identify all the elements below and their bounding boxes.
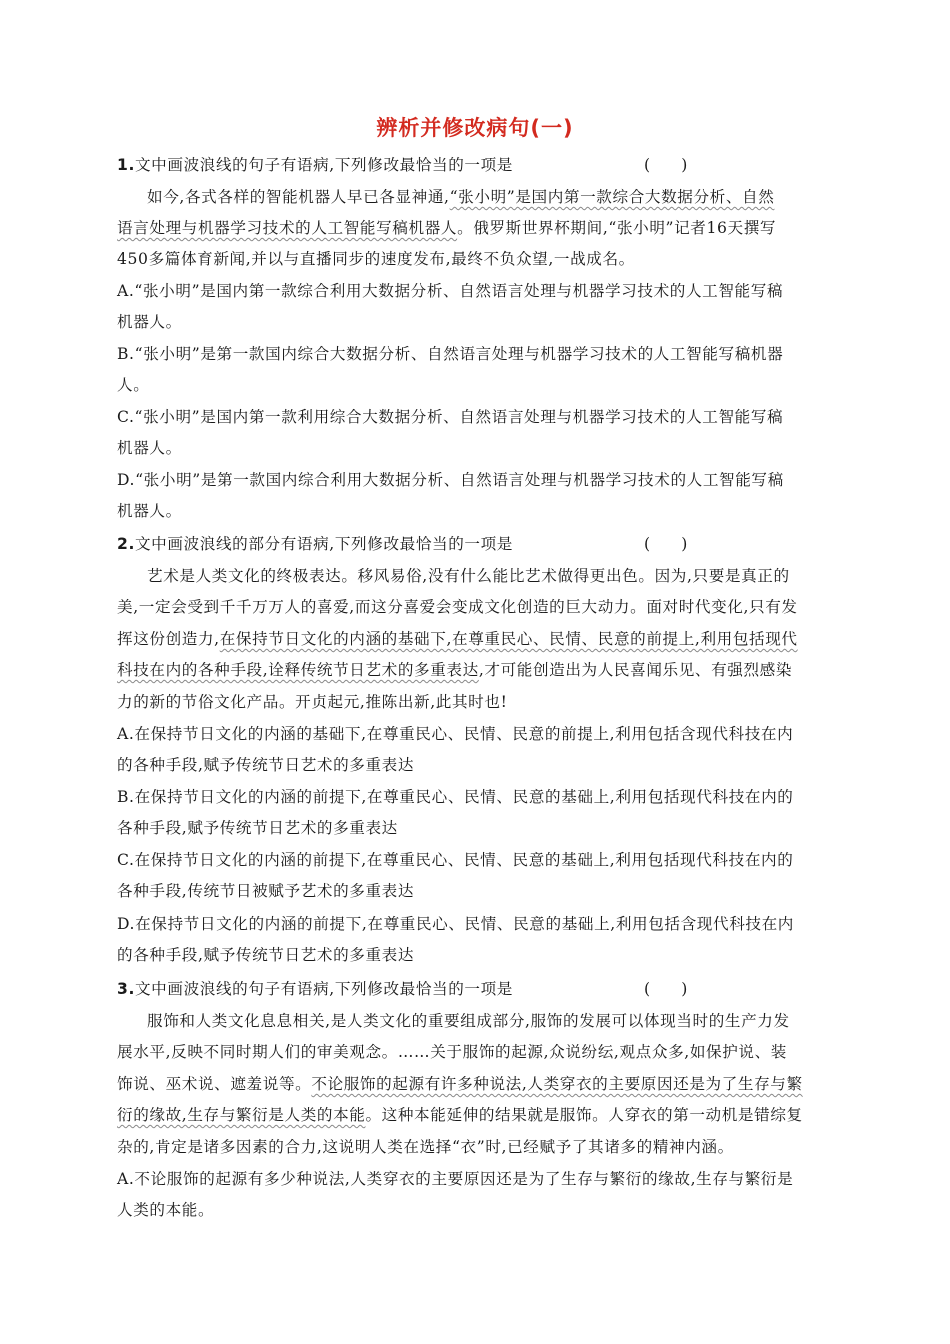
option-c-cont: 机器人。 [117,439,182,457]
answer-paren: ( ) [644,156,688,174]
passage-line: 美,一定会受到千千万万人的喜爱,而这分喜爱会变成文化创造的巨大动力。面对时代变化,只有发 [117,598,798,616]
passage-text: 如今,各式各样的智能机器人早已各显神通, [147,188,450,206]
passage-line [117,629,798,649]
passage-line: 服饰和人类文化息息相关,是人类文化的重要组成部分,服饰的发展可以体现当时的生产力发 [147,1012,790,1030]
option-a: A.在保持节日文化的内涵的基础下,在尊重民心、民情、民意的前提上,利用包括含现代科技在内 [117,725,794,743]
wavy-underlined-sentence: 不论服饰的起源有许多种说法,人类穿衣的主要原因还是为了生存与繁 [311,1075,803,1093]
question-3-prompt [117,979,513,999]
answer-paren: ( ) [644,980,688,998]
page-title: 辨析并修改病句(一) [376,116,574,140]
passage-line: 杂的,肯定是诸多因素的合力,这说明人类在选择“衣”时,已经赋予了其诸多的精神内涵。 [117,1138,734,1156]
question-text: 文中画波浪线的句子有语病,下列修改最恰当的一项是 [134,980,513,998]
option-b: B.在保持节日文化的内涵的前提下,在尊重民心、民情、民意的基础上,利用包括现代科技在内的 [117,788,794,806]
option-a: A.不论服饰的起源有多少种说法,人类穿衣的主要原因还是为了生存与繁衍的缘故,生存与繁衍是 [117,1170,794,1188]
question-text: 文中画波浪线的句子有语病,下列修改最恰当的一项是 [134,156,513,174]
passage-text: 挥这份创造力, [117,630,220,648]
option-a: A.“张小明”是国内第一款综合利用大数据分析、自然语言处理与机器学习技术的人工智能写稿 [117,282,784,300]
option-b: B.“张小明”是第一款国内综合大数据分析、自然语言处理与机器学习技术的人工智能写稿机器 [117,345,784,363]
passage-line: 艺术是人类文化的终极表达。移风易俗,没有什么能比艺术做得更出色。因为,只要是真正的 [147,567,790,585]
option-d: D.“张小明”是第一款国内综合利用大数据分析、自然语言处理与机器学习技术的人工智能写稿 [117,471,784,489]
option-a-cont: 的各种手段,赋予传统节日艺术的多重表达 [117,756,415,774]
passage-text: 饰说、巫术说、遮羞说等。 [117,1075,312,1093]
wavy-underlined-sentence: 语言处理与机器学习技术的人工智能写稿机器人 [117,219,458,237]
wavy-underlined-sentence: “张小明”是国内第一款综合大数据分析、自然 [449,188,775,206]
passage-text: 。这种本能延伸的结果就是服饰。人穿衣的第一动机是错综复 [365,1106,803,1124]
passage-line: 力的新的节俗文化产品。开贞起元,推陈出新,此其时也! [117,693,508,711]
option-b-cont: 各种手段,赋予传统节日艺术的多重表达 [117,819,398,837]
passage-line [117,660,792,680]
option-d: D.在保持节日文化的内涵的前提下,在尊重民心、民情、民意的基础上,利用包括含现代科技在内 [117,915,794,933]
option-b-cont: 人。 [117,376,150,394]
wavy-underlined-sentence: 衍的缘故,生存与繁衍是人类的本能 [117,1106,366,1124]
passage-line [117,1105,803,1125]
option-c: C.“张小明”是国内第一款利用综合大数据分析、自然语言处理与机器学习技术的人工智能写稿 [117,408,784,426]
option-d-cont: 机器人。 [117,502,182,520]
question-number: 2. [117,535,135,553]
passage-line: 展水平,反映不同时期人们的审美观念。……关于服饰的起源,众说纷纭,观点众多,如保护说、装 [117,1043,787,1061]
question-1-prompt [117,155,513,175]
wavy-underlined-sentence: 科技在内的各种手段,诠释传统节日艺术的多重表达 [117,661,479,679]
question-text: 文中画波浪线的部分有语病,下列修改最恰当的一项是 [134,535,513,553]
passage-text: 。俄罗斯世界杯期间,“张小明”记者16天撰写 [457,219,777,237]
wavy-underlined-sentence: 在保持节日文化的内涵的基础下,在尊重民心、民情、民意的前提上,利用包括现代 [219,630,798,648]
option-c-cont: 各种手段,传统节日被赋予艺术的多重表达 [117,882,415,900]
passage-text: ,才可能创造出为人民喜闻乐见、有强烈感染 [478,661,793,679]
passage-line [117,1074,803,1094]
option-c: C.在保持节日文化的内涵的前提下,在尊重民心、民情、民意的基础上,利用包括现代科技在内的 [117,851,794,869]
option-d-cont: 的各种手段,赋予传统节日艺术的多重表达 [117,946,415,964]
question-number: 1. [117,156,135,174]
passage-line [147,187,774,207]
question-2-prompt [117,534,513,554]
question-number: 3. [117,980,135,998]
answer-paren: ( ) [644,535,688,553]
option-a-cont: 机器人。 [117,313,182,331]
passage-line [117,218,776,238]
passage-line: 450多篇体育新闻,并以与直播同步的速度发布,最终不负众望,一战成名。 [117,250,635,268]
option-a-cont: 人类的本能。 [117,1201,215,1219]
